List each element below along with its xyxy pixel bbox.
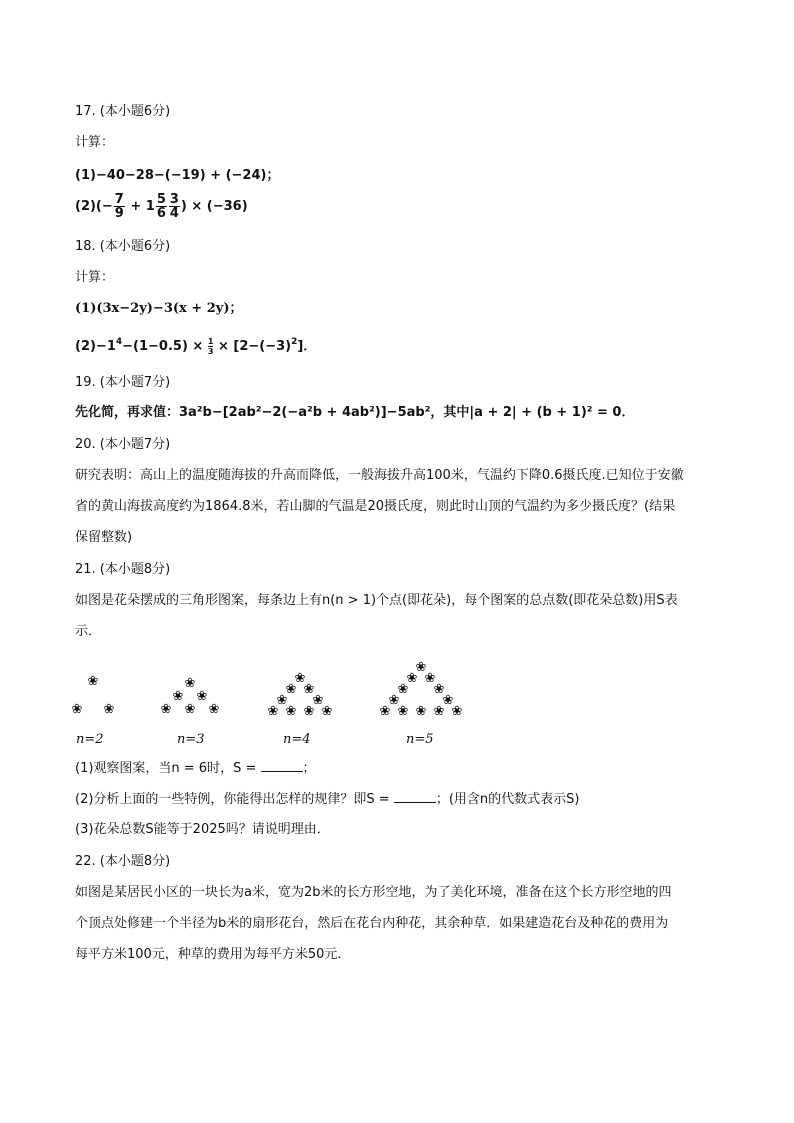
flower-icon: ❀ <box>433 704 445 719</box>
q22-line2: 个顶点处修建一个半径为b米的扇形花台，然后在花台内种花，其余种草．如果建造花台及种花的费用为 <box>75 916 669 931</box>
frac-num: 7 <box>114 192 124 207</box>
frac-num: 3 <box>169 192 179 207</box>
exponent: 2 <box>291 337 298 347</box>
q18-header: 18. (本小题6分) <box>75 239 171 254</box>
flower-icon: ❀ <box>172 689 184 704</box>
flower-icon: ❀ <box>87 674 99 689</box>
q17-instruction: 计算： <box>75 135 115 150</box>
q19-text-b: ，其中 <box>430 405 470 420</box>
q21-p1-end: ； <box>302 761 316 776</box>
caption-n5: n=5 <box>406 732 434 747</box>
frac-den: 6 <box>156 206 166 221</box>
flower-icon: ❀ <box>184 676 196 691</box>
flower-icon: ❀ <box>276 693 288 708</box>
flower-icon: ❀ <box>312 693 324 708</box>
q19-header: 19. (本小题7分) <box>75 375 171 390</box>
fraction-1-3 <box>208 337 214 356</box>
q20-line3: 保留整数) <box>75 530 133 545</box>
flower-icon: ❀ <box>397 704 409 719</box>
q18-part1: (1)(3x−2y)−3(x + 2y)； <box>75 301 243 316</box>
frac-num: 5 <box>156 192 166 207</box>
frac-den: 9 <box>114 206 124 221</box>
q22-line3: 每平方米100元，种草的费用为每平方米50元． <box>75 947 351 962</box>
q21-p1-text: (1)观察图案，当n = 6时，S = <box>75 761 261 776</box>
q20-line1: 研究表明：高山上的温度随海拔的升高而降低，一般海拔升高100米，气温约下降0.6摄氏度.已知位于安徽 <box>75 468 684 483</box>
frac-den: 3 <box>207 347 214 356</box>
flower-icon: ❀ <box>103 702 115 717</box>
answer-blank-2[interactable] <box>394 790 436 803</box>
q20-line2: 省的黄山海拔高度约为1864.8米，若山脚的气温是20摄氏度，则此时山顶的气温约为多少摄氏度？(结果 <box>75 499 676 514</box>
flower-icon: ❀ <box>442 693 454 708</box>
flower-icon: ❀ <box>397 682 409 697</box>
flower-icon: ❀ <box>321 704 333 719</box>
flower-icon: ❀ <box>424 671 436 686</box>
fraction-7-9 <box>114 193 125 220</box>
q19-condition: |a + 2| + (b + 1)² = 0． <box>469 405 635 420</box>
flower-icon: ❀ <box>415 704 427 719</box>
q18-p2-a: (2)−1 <box>75 339 116 354</box>
q21-p2-text: (2)分析上面的一些特例，你能得出怎样的规律？即S = <box>75 792 394 807</box>
flower-icon: ❀ <box>285 682 297 697</box>
caption-n2: n=2 <box>76 732 104 747</box>
q18-instruction: 计算： <box>75 270 115 285</box>
q17-p2-mid: + 1 <box>130 199 155 214</box>
q20-header: 20. (本小题7分) <box>75 437 171 452</box>
q17-part2 <box>75 193 248 220</box>
q18-p2-c: × [2−(−3) <box>217 339 292 354</box>
flower-triangle-figure <box>66 648 486 748</box>
q18-p2-b: −(1−0.5) × <box>122 339 204 354</box>
q21-part3: (3)花朵总数S能等于2025吗？请说明理由． <box>75 822 330 837</box>
flower-icon: ❀ <box>71 702 83 717</box>
flower-icon: ❀ <box>184 702 196 717</box>
q22-header: 22. (本小题8分) <box>75 854 171 869</box>
q17-header: 17. (本小题6分) <box>75 104 171 119</box>
q21-line1: 如图是花朵摆成的三角形图案，每条边上有n(n > 1)个点(即花朵)，每个图案的总点数(即花朵总数)用S表 <box>75 593 678 608</box>
q18-part2 <box>75 337 316 357</box>
q19-text-a: 先化简，再求值： <box>75 405 180 420</box>
q22-line1: 如图是某居民小区的一块长为a米，宽为2b米的长方形空地，为了美化环境，准备在这个长方形空地的四 <box>75 885 672 900</box>
q21-header: 21. (本小题8分) <box>75 562 171 577</box>
q21-line2: 示． <box>75 624 102 639</box>
flower-icon: ❀ <box>415 660 427 675</box>
q21-part1 <box>75 759 316 778</box>
flower-icon: ❀ <box>451 704 463 719</box>
flower-icon: ❀ <box>196 689 208 704</box>
flower-icon: ❀ <box>388 693 400 708</box>
q18-p2-d: ]． <box>297 339 317 354</box>
flower-icon: ❀ <box>267 704 279 719</box>
flower-icon: ❀ <box>379 704 391 719</box>
fraction-5-6 <box>156 193 167 220</box>
q21-part2 <box>75 790 579 809</box>
caption-n3: n=3 <box>177 732 205 747</box>
flower-icon: ❀ <box>208 702 220 717</box>
flower-icon: ❀ <box>303 704 315 719</box>
q17-p2-prefix: (2)(− <box>75 199 113 214</box>
frac-num: 1 <box>207 337 214 346</box>
frac-den: 4 <box>169 206 179 221</box>
flower-icon: ❀ <box>406 671 418 686</box>
flower-icon: ❀ <box>294 671 306 686</box>
q17-p2-suffix: ) × (−36) <box>180 199 248 214</box>
q19-expression: 3a²b−[2ab²−2(−a²b + 4ab²)]−5ab² <box>179 405 431 420</box>
flower-icon: ❀ <box>303 682 315 697</box>
flower-icon: ❀ <box>285 704 297 719</box>
exponent: 4 <box>115 337 123 347</box>
flower-icon: ❀ <box>160 702 172 717</box>
fraction-3-4 <box>169 193 180 220</box>
answer-blank-1[interactable] <box>261 759 303 772</box>
q19-text <box>75 404 634 422</box>
q17-part1: (1)−40−28−(−19) + (−24)； <box>75 168 280 183</box>
flower-icon: ❀ <box>433 682 445 697</box>
q21-p2-end: ；(用含n的代数式表示S) <box>435 792 580 807</box>
caption-n4: n=4 <box>283 732 311 747</box>
